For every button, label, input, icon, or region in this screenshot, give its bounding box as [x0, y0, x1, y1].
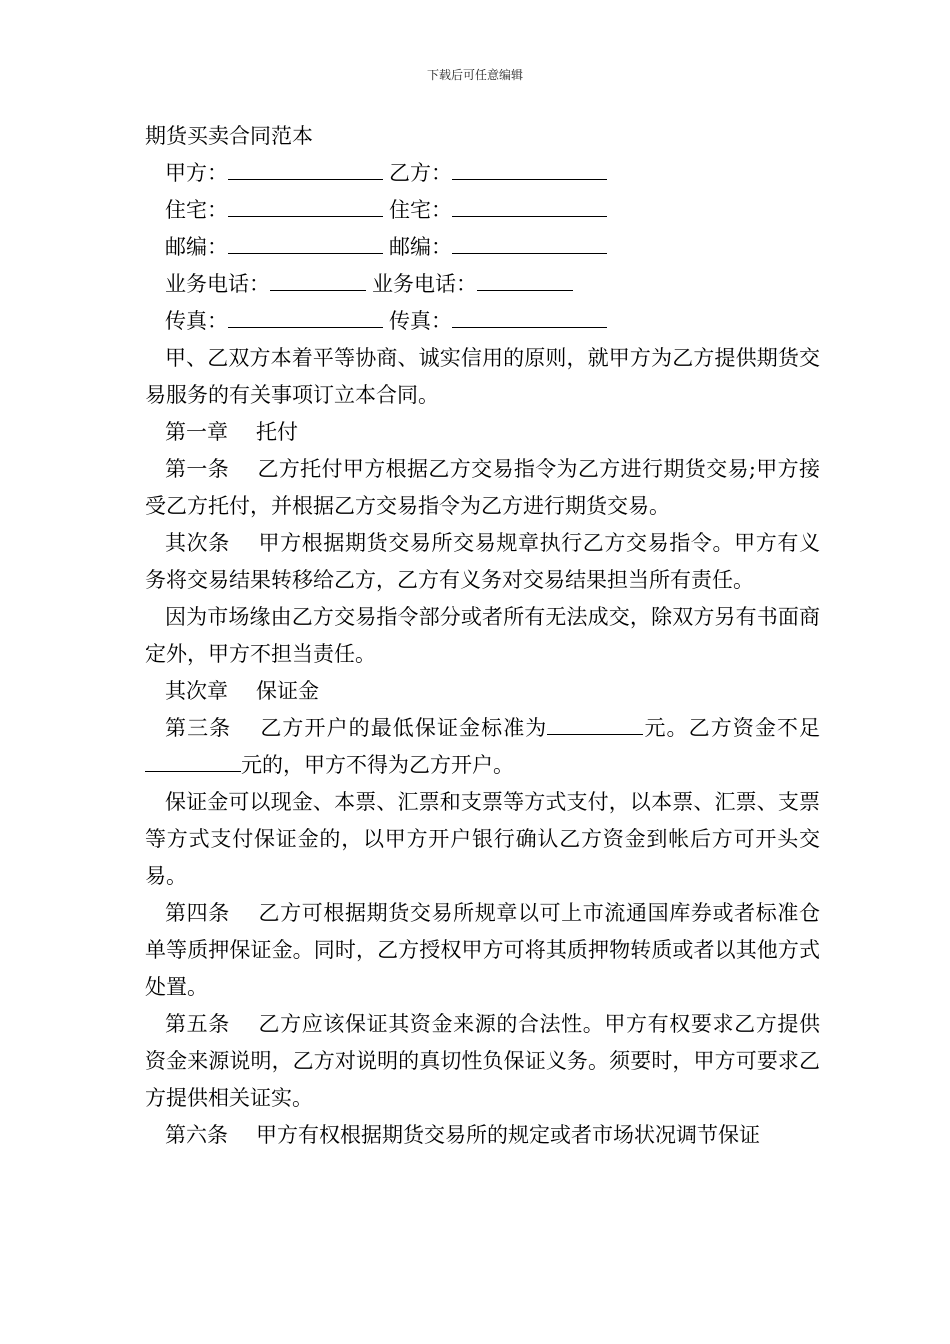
- header-note: 下载后可任意编辑: [426, 68, 523, 82]
- party-a-postcode-label: 邮编：: [165, 235, 228, 259]
- intro-paragraph: 甲、乙双方本着平等协商、诚实信用的原则，就甲方为乙方提供期货交易服务的有关事项订立本合同。: [145, 346, 820, 407]
- deposit-paragraph: 保证金可以现金、本票、汇票和支票等方式支付，以本票、汇票、支票等方式支付保证金的，以甲方开户银行确认乙方资金到帐后方可开头交易。: [145, 790, 820, 888]
- article-3: [145, 710, 820, 784]
- party-row-phone: [145, 266, 820, 303]
- article-5: [145, 1006, 820, 1117]
- party-a-phone-label: 业务电话：: [165, 272, 270, 296]
- chapter-2-number: 其次章: [165, 679, 228, 703]
- party-row-name: [145, 155, 820, 192]
- party-b-fax-label: 传真：: [389, 309, 452, 333]
- chapter-2-heading: [145, 673, 820, 710]
- party-b-address-label: 住宅：: [389, 198, 452, 222]
- chapter-1-title: 托付: [256, 420, 298, 444]
- chapter-1-heading: [145, 414, 820, 451]
- article-5-text: 乙方应该保证其资金来源的合法性。甲方有权要求乙方提供资金来源说明，乙方对说明的真切性负保证义务。须要时，甲方可要求乙方提供相关证实。: [145, 1012, 821, 1110]
- article-3-text-a: 乙方开户的最低保证金标准为: [259, 716, 548, 740]
- party-a-postcode-blank: [228, 229, 383, 254]
- article-3-number: 第三条: [165, 716, 232, 740]
- party-row-postcode: [145, 229, 820, 266]
- article-4: [145, 895, 820, 1006]
- party-b-postcode-label: 邮编：: [389, 235, 452, 259]
- article-1: [145, 451, 820, 525]
- party-b-phone-label: 业务电话：: [372, 272, 477, 296]
- min-deposit-blank: [547, 710, 643, 735]
- party-b-address-blank: [452, 192, 607, 217]
- document-title: 期货买卖合同范本: [145, 124, 313, 148]
- party-a-fax-label: 传真：: [165, 309, 228, 333]
- party-b-name-label: 乙方：: [389, 161, 452, 185]
- party-a-address-label: 住宅：: [165, 198, 228, 222]
- party-a-name-label: 甲方：: [165, 161, 228, 185]
- document-body: [145, 118, 820, 1154]
- article-4-number: 第四条: [165, 901, 230, 925]
- party-a-phone-blank: [270, 266, 366, 291]
- chapter-2-title: 保证金: [256, 679, 319, 703]
- article-1-text: 乙方托付甲方根据乙方交易指令为乙方进行期货交易;甲方接受乙方托付，并根据乙方交易指令为乙方进行期货交易。: [145, 457, 820, 518]
- party-b-fax-blank: [452, 303, 607, 328]
- market-paragraph: 因为市场缘由乙方交易指令部分或者所有无法成交，除双方另有书面商定外，甲方不担当责任。: [145, 605, 820, 666]
- party-a-address-blank: [228, 192, 383, 217]
- party-a-fax-blank: [228, 303, 383, 328]
- article-6-number: 第六条: [165, 1123, 228, 1147]
- article-3-text-c: 元的，甲方不得为乙方开户。: [241, 753, 514, 777]
- party-b-phone-blank: [477, 266, 573, 291]
- article-5-number: 第五条: [165, 1012, 230, 1036]
- article-2: [145, 525, 820, 599]
- article-6-text: 甲方有权根据期货交易所的规定或者市场状况调节保证: [256, 1123, 760, 1147]
- insufficient-funds-blank: [145, 747, 241, 772]
- article-3-text-b: 元。乙方资金不足: [643, 716, 821, 740]
- party-row-fax: [145, 303, 820, 340]
- party-a-name-blank: [228, 155, 383, 180]
- article-6: [145, 1117, 820, 1154]
- party-b-name-blank: [452, 155, 607, 180]
- article-2-number: 其次条: [165, 531, 230, 555]
- article-1-number: 第一条: [165, 457, 230, 481]
- party-row-address: [145, 192, 820, 229]
- chapter-1-number: 第一章: [165, 420, 228, 444]
- article-2-text: 甲方根据期货交易所交易规章执行乙方交易指令。甲方有义务将交易结果转移给乙方，乙方有义务对交易结果担当所有责任。: [145, 531, 821, 592]
- party-b-postcode-blank: [452, 229, 607, 254]
- article-4-text: 乙方可根据期货交易所规章以可上市流通国库券或者标准仓单等质押保证金。同时，乙方授权甲方可将其质押物转质或者以其他方式处置。: [145, 901, 821, 999]
